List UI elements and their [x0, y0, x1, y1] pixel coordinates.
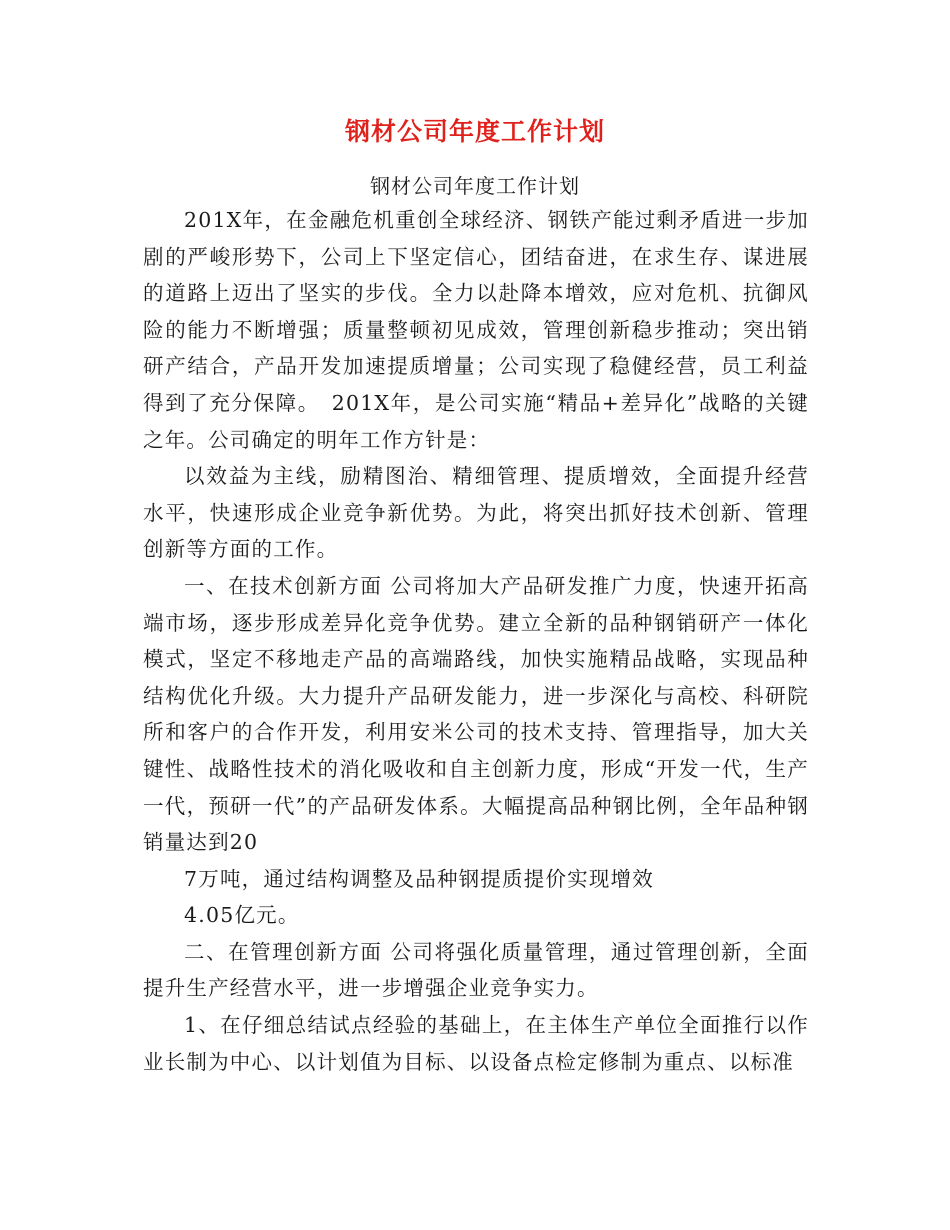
- paragraph-tech-innovation: 一、在技术创新方面 公司将加大产品研发推广力度，快速开拓高端市场，逐步形成差异化竞争优势。建立全新的品种钢销研产一体化模式，坚定不移地走产品的高端路线，加快实施精品战略，实现品种结构优化升级。大力提升产品研发能力，进一步深化与高校、科研院所和客户的合作开发，利用安米公司的技术支持、管理指导，加大关键性、战略性技术的消化吸收和自主创新力度，形成“开发一代，生产一代，预研一代”的产品研发体系。大幅提高品种钢比例，全年品种钢销量达到20: [143, 573, 809, 855]
- paragraph-tech-amount: 4.05亿元。: [184, 903, 300, 928]
- paragraph-intro: 201X年，在金融危机重创全球经济、钢铁产能过剩矛盾进一步加剧的严峻形势下，公司上下坚定信心，团结奋进，在求生存、谋进展的道路上迈出了坚实的步伐。全力以赴降本增效，应对危机、抗御风险的能力不断增强；质量整顿初见成效，管理创新稳步推动；突出销研产结合，产品开发加速提质增量；公司实现了稳健经营，员工利益得到了充分保障。 201X年，是公司实施“精品+差异化”战略的关键之年。公司确定的明年工作方针是：: [143, 208, 809, 452]
- paragraph-policy: 以效益为主线，励精图治、精细管理、提质增效，全面提升经营水平，快速形成企业竞争新优势。为此，将突出抓好技术创新、管理创新等方面的工作。: [143, 464, 809, 562]
- document-body: [143, 202, 809, 1080]
- paragraph-management-item-1: 1、在仔细总结试点经验的基础上，在主体生产单位全面推行以作业长制为中心、以计划值为目标、以设备点检定修制为重点、以标准: [143, 1013, 809, 1074]
- document-title: 钢材公司年度工作计划: [344, 117, 605, 146]
- paragraph-tech-continued: 7万吨，通过结构调整及品种钢提质提价实现增效: [184, 866, 654, 891]
- paragraph-management-innovation: 二、在管理创新方面 公司将强化质量管理，通过管理创新，全面提升生产经营水平，进一步增强企业竞争实力。: [143, 939, 809, 1001]
- document-subtitle: 钢材公司年度工作计划: [370, 174, 580, 198]
